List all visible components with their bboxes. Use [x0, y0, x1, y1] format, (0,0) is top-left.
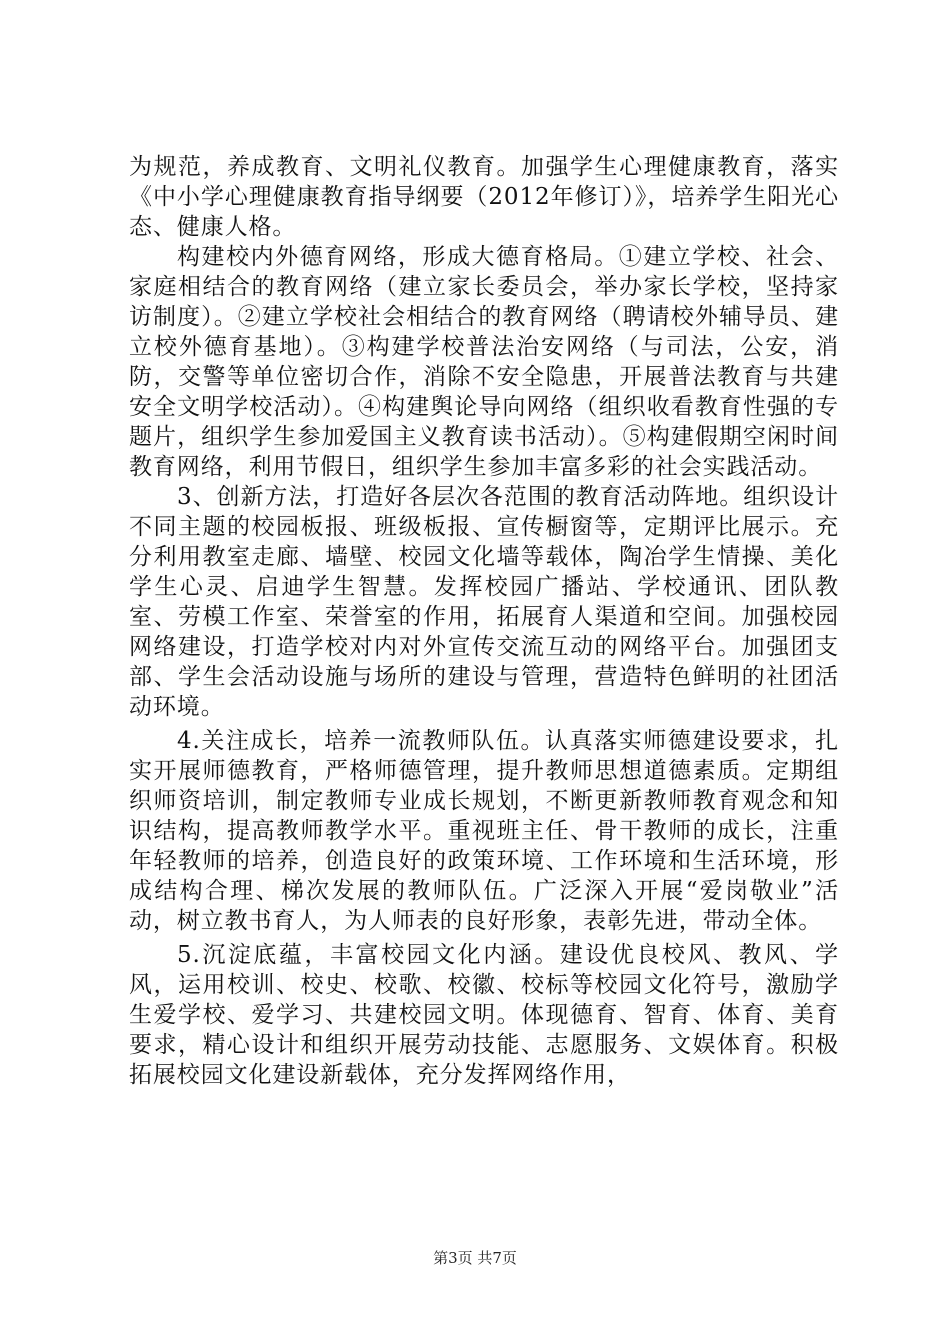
page-number-footer: 第3页 共7页	[433, 1249, 517, 1267]
paragraph-section-4: 4.关注成长，培养一流教师队伍。认真落实师德建设要求，扎实开展师德教育，严格师德管理，提升教师思想道德素质。定期组织师资培训，制定教师专业成长规划，不断更新教师教育观念和知识结构，提高教师教学水平。重视班主任、骨干教师的成长，注重年轻教师的培养，创造良好的政策环境、工作环境和生活环境，形成结构合理、梯次发展的教师队伍。广泛深入开展“爱岗敬业”活动，树立教书育人，为人师表的良好形象，表彰先进，带动全体。	[129, 728, 839, 934]
paragraph-section-3: 3、创新方法，打造好各层次各范围的教育活动阵地。组织设计不同主题的校园板报、班级板报、宣传橱窗等，定期评比展示。充分利用教室走廊、墙壁、校园文化墙等载体，陶冶学生情操、美化学生心灵、启迪学生智慧。发挥校园广播站、学校通讯、团队教室、劳模工作室、荣誉室的作用，拓展育人渠道和空间。加强校园网络建设，打造学校对内对外宣传交流互动的网络平台。加强团支部、学生会活动设施与场所的建设与管理，营造特色鲜明的社团活动环境。	[129, 484, 839, 720]
paragraph-moral-network: 构建校内外德育网络，形成大德育格局。①建立学校、社会、家庭相结合的教育网络（建立家长委员会，举办家长学校，坚持家访制度）。②建立学校社会相结合的教育网络（聘请校外辅导员、建立校外德育基地）。③构建学校普法治安网络（与司法，公安，消防，交警等单位密切合作，消除不安全隐患，开展普法教育与共建安全文明学校活动）。④构建舆论导向网络（组织收看教育性强的专题片，组织学生参加爱国主义教育读书活动）。⑤构建假期空闲时间教育网络，利用节假日，组织学生参加丰富多彩的社会实践活动。	[129, 244, 839, 480]
paragraph-continuation: 为规范，养成教育、文明礼仪教育。加强学生心理健康教育，落实《中小学心理健康教育指导纲要（2012年修订）》，培养学生阳光心态、健康人格。	[129, 154, 839, 240]
paragraph-section-5: 5.沉淀底蕴，丰富校园文化内涵。建设优良校风、教风、学风，运用校训、校史、校歌、校徽、校标等校园文化符号，激励学生爱学校、爱学习、共建校园文明。体现德育、智育、体育、美育要求，精心设计和组织开展劳动技能、志愿服务、文娱体育。积极拓展校园文化建设新载体，充分发挥网络作用，	[129, 942, 839, 1088]
document-body	[129, 152, 839, 1090]
